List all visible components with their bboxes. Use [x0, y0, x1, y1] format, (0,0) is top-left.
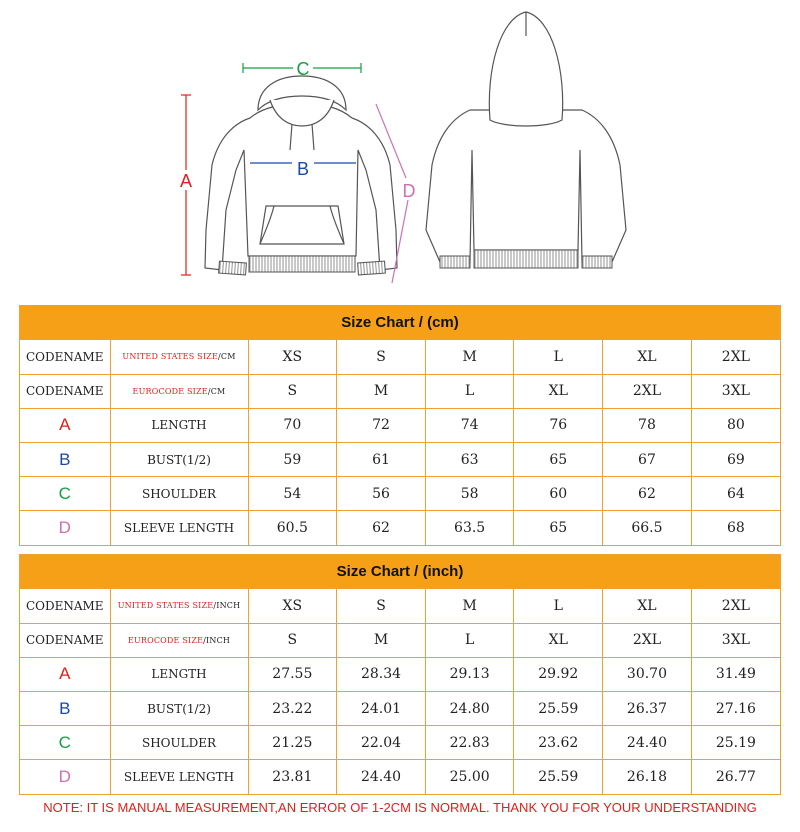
- codename-cell: CODENAME: [20, 374, 110, 408]
- table-row: [20, 511, 780, 545]
- value-cell: 24.40: [603, 726, 692, 760]
- front-right-cuff: [358, 261, 386, 275]
- table-row: [20, 408, 780, 442]
- hoodie-back: [426, 12, 626, 262]
- value-cell: 60: [514, 477, 603, 511]
- size-cell: M: [425, 340, 514, 374]
- table-row: [20, 340, 780, 374]
- measure-c-label: C: [296, 59, 310, 79]
- value-cell: 25.19: [691, 726, 780, 760]
- front-left-cuff: [219, 261, 247, 275]
- value-cell: 23.22: [248, 692, 337, 726]
- value-cell: 31.49: [691, 657, 780, 691]
- table-row: [20, 443, 780, 477]
- field-bust: BUST(1/2): [110, 692, 248, 726]
- size-cell: M: [337, 623, 426, 657]
- table-row: [20, 657, 780, 691]
- codename-cell: CODENAME: [20, 340, 110, 374]
- measure-a-label: A: [179, 171, 193, 191]
- size-cell: XL: [514, 623, 603, 657]
- eu-size-label: EUROCODE SIZE/CM: [110, 374, 248, 408]
- front-hem-rib: [249, 256, 355, 272]
- table-row: [20, 726, 780, 760]
- size-chart-cm: [19, 305, 781, 546]
- letter-b: B: [20, 443, 110, 477]
- table-row: [20, 374, 780, 408]
- value-cell: 29.13: [425, 657, 514, 691]
- us-size-label: UNITED STATES SIZE/CM: [110, 340, 248, 374]
- value-cell: 54: [248, 477, 337, 511]
- table-row: [20, 760, 780, 794]
- back-left-cuff: [440, 256, 470, 268]
- value-cell: 74: [425, 408, 514, 442]
- value-cell: 65: [514, 511, 603, 545]
- letter-b: B: [20, 692, 110, 726]
- value-cell: 67: [603, 443, 692, 477]
- value-cell: 59: [248, 443, 337, 477]
- value-cell: 26.18: [603, 760, 692, 794]
- value-cell: 27.55: [248, 657, 337, 691]
- field-sleeve-length: SLEEVE LENGTH: [110, 511, 248, 545]
- back-right-cuff: [582, 256, 612, 268]
- value-cell: 72: [337, 408, 426, 442]
- size-cell: XL: [603, 589, 692, 623]
- size-cell: L: [514, 589, 603, 623]
- value-cell: 58: [425, 477, 514, 511]
- value-cell: 25.00: [425, 760, 514, 794]
- value-cell: 23.81: [248, 760, 337, 794]
- value-cell: 64: [691, 477, 780, 511]
- size-cell: 2XL: [691, 340, 780, 374]
- size-cell: S: [248, 374, 337, 408]
- value-cell: 63: [425, 443, 514, 477]
- eu-size-label: EUROCODE SIZE/INCH: [110, 623, 248, 657]
- back-hem-rib: [474, 250, 578, 268]
- hoodie-illustration: [0, 0, 800, 300]
- value-cell: 24.01: [337, 692, 426, 726]
- letter-d: D: [20, 511, 110, 545]
- value-cell: 30.70: [603, 657, 692, 691]
- size-cell: 2XL: [603, 623, 692, 657]
- codename-cell: CODENAME: [20, 589, 110, 623]
- table-row: [20, 623, 780, 657]
- codename-cell: CODENAME: [20, 623, 110, 657]
- value-cell: 63.5: [425, 511, 514, 545]
- field-sleeve-length: SLEEVE LENGTH: [110, 760, 248, 794]
- size-chart-cm-title: Size Chart / (cm): [20, 306, 780, 340]
- value-cell: 70: [248, 408, 337, 442]
- value-cell: 25.59: [514, 760, 603, 794]
- field-shoulder: SHOULDER: [110, 477, 248, 511]
- measure-d-label: D: [402, 181, 416, 201]
- size-cell: M: [425, 589, 514, 623]
- size-cell: L: [514, 340, 603, 374]
- us-size-label: UNITED STATES SIZE/INCH: [110, 589, 248, 623]
- letter-c: C: [20, 726, 110, 760]
- size-cell: XL: [603, 340, 692, 374]
- value-cell: 28.34: [337, 657, 426, 691]
- size-chart-inch: [19, 554, 781, 795]
- value-cell: 80: [691, 408, 780, 442]
- field-length: LENGTH: [110, 408, 248, 442]
- value-cell: 76: [514, 408, 603, 442]
- value-cell: 65: [514, 443, 603, 477]
- value-cell: 24.80: [425, 692, 514, 726]
- size-cell: 2XL: [603, 374, 692, 408]
- value-cell: 62: [603, 477, 692, 511]
- size-cell: 3XL: [691, 374, 780, 408]
- value-cell: 25.59: [514, 692, 603, 726]
- value-cell: 27.16: [691, 692, 780, 726]
- value-cell: 78: [603, 408, 692, 442]
- value-cell: 69: [691, 443, 780, 477]
- table-row: [20, 692, 780, 726]
- measurement-note: NOTE: IT IS MANUAL MEASUREMENT,AN ERROR OF 1-2CM IS NORMAL. THANK YOU FOR YOUR UNDERSTANDING: [43, 800, 757, 815]
- measure-b-label: B: [296, 159, 310, 179]
- size-cell: L: [425, 374, 514, 408]
- value-cell: 26.37: [603, 692, 692, 726]
- table-row: [20, 589, 780, 623]
- size-cell: L: [425, 623, 514, 657]
- size-cell: 2XL: [691, 589, 780, 623]
- value-cell: 22.83: [425, 726, 514, 760]
- size-cell: 3XL: [691, 623, 780, 657]
- table-row: [20, 477, 780, 511]
- value-cell: 23.62: [514, 726, 603, 760]
- size-cell: XL: [514, 374, 603, 408]
- size-cell: S: [337, 340, 426, 374]
- value-cell: 22.04: [337, 726, 426, 760]
- size-cell: XS: [248, 340, 337, 374]
- value-cell: 60.5: [248, 511, 337, 545]
- field-length: LENGTH: [110, 657, 248, 691]
- value-cell: 62: [337, 511, 426, 545]
- field-shoulder: SHOULDER: [110, 726, 248, 760]
- letter-a: A: [20, 657, 110, 691]
- value-cell: 24.40: [337, 760, 426, 794]
- value-cell: 66.5: [603, 511, 692, 545]
- letter-d: D: [20, 760, 110, 794]
- value-cell: 21.25: [248, 726, 337, 760]
- value-cell: 56: [337, 477, 426, 511]
- size-cell: M: [337, 374, 426, 408]
- letter-c: C: [20, 477, 110, 511]
- value-cell: 29.92: [514, 657, 603, 691]
- size-cell: S: [337, 589, 426, 623]
- value-cell: 68: [691, 511, 780, 545]
- size-cell: XS: [248, 589, 337, 623]
- size-chart-inch-title: Size Chart / (inch): [20, 555, 780, 589]
- value-cell: 61: [337, 443, 426, 477]
- letter-a: A: [20, 408, 110, 442]
- size-cell: S: [248, 623, 337, 657]
- value-cell: 26.77: [691, 760, 780, 794]
- field-bust: BUST(1/2): [110, 443, 248, 477]
